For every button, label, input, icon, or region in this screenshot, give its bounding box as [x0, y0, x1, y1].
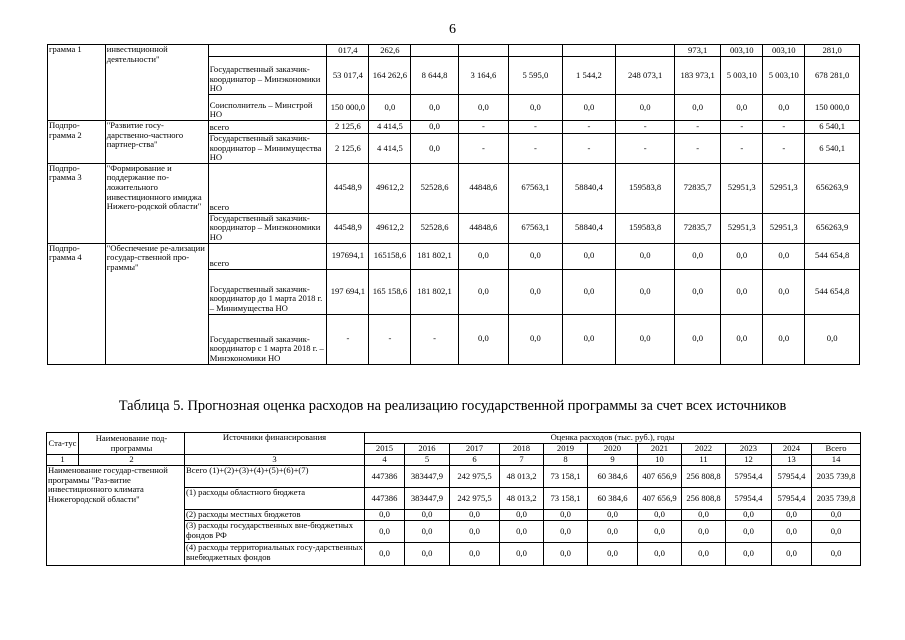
value-cell: 197694,1	[327, 243, 369, 269]
value-cell: 0,0	[411, 95, 458, 121]
subprogram-status: Подпро-грамма 4	[48, 243, 106, 364]
value-cell: 0,0	[721, 269, 763, 314]
value-cell: 0,0	[616, 314, 675, 364]
value-cell: 0,0	[450, 521, 500, 543]
funding-source: Государственный заказчик-координатор – Минэкономики НО	[208, 213, 327, 243]
value-cell: 544 654,8	[805, 243, 860, 269]
value-cell: 0,0	[675, 243, 721, 269]
year-header: 2020	[588, 444, 638, 455]
column-number: 8	[544, 455, 588, 466]
value-cell: 0,0	[675, 269, 721, 314]
subprogram-status: Подпро-грамма 2	[48, 121, 106, 164]
value-cell: 0,0	[682, 510, 726, 521]
table-row	[48, 163, 860, 213]
value-cell: 0,0	[458, 243, 508, 269]
value-cell: 0,0	[726, 543, 772, 566]
value-cell: 0,0	[450, 543, 500, 566]
value-cell	[458, 45, 508, 57]
value-cell: 0,0	[616, 243, 675, 269]
value-cell: 003,10	[721, 45, 763, 57]
year-header: 2021	[638, 444, 682, 455]
column-number: 5	[405, 455, 450, 466]
value-cell: 262,6	[369, 45, 411, 57]
year-header: 2024	[772, 444, 812, 455]
value-cell: 0,0	[616, 269, 675, 314]
value-cell: 003,10	[763, 45, 805, 57]
header-expense-estimate: Оценка расходов (тыс. руб.), годы	[365, 433, 861, 444]
value-cell: -	[327, 314, 369, 364]
value-cell: 48 013,2	[500, 488, 544, 510]
value-cell: 0,0	[638, 543, 682, 566]
value-cell: 53 017,4	[327, 57, 369, 95]
value-cell: 544 654,8	[805, 269, 860, 314]
value-cell	[562, 45, 616, 57]
value-cell: 0,0	[458, 95, 508, 121]
value-cell: 73 158,1	[544, 488, 588, 510]
value-cell: 0,0	[500, 543, 544, 566]
value-cell: 0,0	[405, 543, 450, 566]
value-cell: 0,0	[675, 314, 721, 364]
value-cell: 2035 739,8	[812, 488, 861, 510]
value-cell: 0,0	[763, 314, 805, 364]
column-number: 13	[772, 455, 812, 466]
subprogram-name: инвестиционной деятельности"	[105, 45, 208, 121]
year-header: 2017	[450, 444, 500, 455]
column-number: 7	[500, 455, 544, 466]
year-header: 2022	[682, 444, 726, 455]
subprogram-name: "Развитие госу-дарственно-частного партнер-ства"	[105, 121, 208, 164]
value-cell: -	[763, 121, 805, 134]
value-cell: 57954,4	[772, 488, 812, 510]
value-cell: 0,0	[812, 543, 861, 566]
header-funding-sources: Источники финансирования	[185, 433, 365, 455]
value-cell: 0,0	[365, 543, 405, 566]
value-cell: 58840,4	[562, 163, 616, 213]
value-cell: 0,0	[458, 314, 508, 364]
value-cell: 58840,4	[562, 213, 616, 243]
value-cell: 0,0	[763, 269, 805, 314]
funding-source: Государственный заказчик-координатор с 1 марта 2018 г. – Минэкономики НО	[208, 314, 327, 364]
funding-source: Всего (1)+(2)+(3)+(4)+(5)+(6)+(7)	[185, 466, 365, 488]
value-cell: 60 384,6	[588, 466, 638, 488]
value-cell: 52951,3	[721, 163, 763, 213]
value-cell: 164 262,6	[369, 57, 411, 95]
value-cell: 150 000,0	[327, 95, 369, 121]
value-cell: 0,0	[562, 243, 616, 269]
table5-caption: Таблица 5. Прогнозная оценка расходов на реализацию государственной программы за счет всех источников	[118, 398, 787, 414]
value-cell: 67563,1	[509, 213, 563, 243]
page-number: 6	[449, 22, 456, 37]
column-number: 9	[588, 455, 638, 466]
value-cell: 0,0	[365, 521, 405, 543]
value-cell: 6 540,1	[805, 134, 860, 164]
column-number: 4	[365, 455, 405, 466]
table-row	[48, 45, 860, 57]
value-cell: 017,4	[327, 45, 369, 57]
funding-source: (3) расходы государственных вне-бюджетных фондов РФ	[185, 521, 365, 543]
funding-source: Соисполнитель – Минстрой НО	[208, 95, 327, 121]
value-cell: 383447,9	[405, 488, 450, 510]
year-header: 2023	[726, 444, 772, 455]
value-cell: 0,0	[726, 521, 772, 543]
value-cell: 0,0	[721, 95, 763, 121]
value-cell: 0,0	[365, 510, 405, 521]
value-cell: -	[562, 134, 616, 164]
value-cell: 0,0	[405, 510, 450, 521]
value-cell: 0,0	[562, 314, 616, 364]
value-cell: 0,0	[405, 521, 450, 543]
value-cell: 2 125,6	[327, 121, 369, 134]
value-cell: 0,0	[588, 543, 638, 566]
value-cell: 0,0	[509, 243, 563, 269]
value-cell: 0,0	[763, 243, 805, 269]
value-cell: 73 158,1	[544, 466, 588, 488]
value-cell	[616, 45, 675, 57]
year-header: 2019	[544, 444, 588, 455]
value-cell: 447386	[365, 466, 405, 488]
value-cell: 0,0	[638, 510, 682, 521]
value-cell: 281,0	[805, 45, 860, 57]
value-cell: 0,0	[812, 510, 861, 521]
value-cell: 0,0	[509, 269, 563, 314]
value-cell: 159583,8	[616, 213, 675, 243]
value-cell: 44548,9	[327, 213, 369, 243]
funding-source: Государственный заказчик-координатор до 1 марта 2018 г. – Минимущества НО	[208, 269, 327, 314]
value-cell: -	[369, 314, 411, 364]
value-cell: 2035 739,8	[812, 466, 861, 488]
value-cell: 256 808,8	[682, 488, 726, 510]
value-cell: 407 656,9	[638, 466, 682, 488]
value-cell: 67563,1	[509, 163, 563, 213]
value-cell: 8 644,8	[411, 57, 458, 95]
funding-source: (2) расходы местных бюджетов	[185, 510, 365, 521]
value-cell: -	[458, 134, 508, 164]
value-cell: 242 975,5	[450, 488, 500, 510]
value-cell: 72835,7	[675, 213, 721, 243]
subprogram-status: грамма 1	[48, 45, 106, 121]
funding-source: всего	[208, 243, 327, 269]
value-cell: 0,0	[544, 543, 588, 566]
value-cell: 197 694,1	[327, 269, 369, 314]
value-cell: 0,0	[772, 510, 812, 521]
header-subprogram-name: Наименование под-программы	[79, 433, 185, 455]
value-cell: -	[616, 134, 675, 164]
value-cell: 60 384,6	[588, 488, 638, 510]
funding-source: Государственный заказчик-координатор – Минимущества НО	[208, 134, 327, 164]
value-cell: -	[458, 121, 508, 134]
value-cell: 0,0	[500, 510, 544, 521]
column-number: 14	[812, 455, 861, 466]
value-cell: 150 000,0	[805, 95, 860, 121]
value-cell: 0,0	[772, 543, 812, 566]
value-cell: 0,0	[544, 521, 588, 543]
value-cell: 165 158,6	[369, 269, 411, 314]
table-row	[47, 466, 861, 488]
program-name: Наименование государ-ственной программы "Раз-витие инвестиционного климата Нижегородской области"	[47, 466, 185, 566]
value-cell: -	[763, 134, 805, 164]
value-cell	[411, 45, 458, 57]
value-cell: 44548,9	[327, 163, 369, 213]
value-cell: 5 595,0	[509, 57, 563, 95]
value-cell: 49612,2	[369, 163, 411, 213]
value-cell: 0,0	[682, 543, 726, 566]
value-cell: 0,0	[450, 510, 500, 521]
value-cell: 52951,3	[763, 163, 805, 213]
value-cell: 0,0	[721, 314, 763, 364]
funding-source	[208, 45, 327, 57]
value-cell: -	[721, 134, 763, 164]
value-cell: 181 802,1	[411, 243, 458, 269]
value-cell: 6 540,1	[805, 121, 860, 134]
value-cell: 48 013,2	[500, 466, 544, 488]
value-cell: 0,0	[509, 314, 563, 364]
value-cell: 0,0	[562, 269, 616, 314]
column-number: 12	[726, 455, 772, 466]
value-cell: 383447,9	[405, 466, 450, 488]
value-cell: -	[616, 121, 675, 134]
value-cell: 0,0	[675, 95, 721, 121]
funding-source: (1) расходы областного бюджета	[185, 488, 365, 510]
table-row	[48, 121, 860, 134]
value-cell: 1 544,2	[562, 57, 616, 95]
value-cell: 0,0	[500, 521, 544, 543]
value-cell: 72835,7	[675, 163, 721, 213]
funding-source: всего	[208, 163, 327, 213]
table-row	[48, 243, 860, 269]
value-cell: 656263,9	[805, 213, 860, 243]
value-cell: 159583,8	[616, 163, 675, 213]
column-number: 3	[185, 455, 365, 466]
value-cell: 4 414,5	[369, 121, 411, 134]
value-cell: 44848,6	[458, 163, 508, 213]
value-cell: 183 973,1	[675, 57, 721, 95]
value-cell: 52951,3	[763, 213, 805, 243]
value-cell: 242 975,5	[450, 466, 500, 488]
value-cell: 0,0	[562, 95, 616, 121]
value-cell: 181 802,1	[411, 269, 458, 314]
value-cell: 0,0	[544, 510, 588, 521]
value-cell: 973,1	[675, 45, 721, 57]
column-number: 10	[638, 455, 682, 466]
funding-source: всего	[208, 121, 327, 134]
value-cell: 57954,4	[772, 466, 812, 488]
year-header: Всего	[812, 444, 861, 455]
subprogram-name: "Формирование и поддержание по-ложительного инвестиционного имиджа Нижего-родской области"	[105, 163, 208, 243]
value-cell: 0,0	[726, 510, 772, 521]
value-cell: 0,0	[588, 510, 638, 521]
value-cell: 0,0	[682, 521, 726, 543]
value-cell: 52951,3	[721, 213, 763, 243]
value-cell: 165158,6	[369, 243, 411, 269]
value-cell: 0,0	[369, 95, 411, 121]
year-header: 2016	[405, 444, 450, 455]
value-cell: -	[562, 121, 616, 134]
value-cell: 0,0	[638, 521, 682, 543]
value-cell: 44848,6	[458, 213, 508, 243]
value-cell: 0,0	[588, 521, 638, 543]
column-number: 1	[47, 455, 79, 466]
value-cell: -	[721, 121, 763, 134]
value-cell: 2 125,6	[327, 134, 369, 164]
funding-source: (4) расходы территориальных госу-дарственных внебюджетных фондов	[185, 543, 365, 566]
value-cell: 0,0	[721, 243, 763, 269]
value-cell: 0,0	[411, 121, 458, 134]
value-cell: 57954,4	[726, 466, 772, 488]
value-cell: 3 164,6	[458, 57, 508, 95]
value-cell: 0,0	[805, 314, 860, 364]
value-cell: 447386	[365, 488, 405, 510]
value-cell: 248 073,1	[616, 57, 675, 95]
value-cell: 407 656,9	[638, 488, 682, 510]
header-status: Ста-тус	[47, 433, 79, 455]
value-cell: 256 808,8	[682, 466, 726, 488]
value-cell: 0,0	[812, 521, 861, 543]
forecast-expenses-table	[46, 432, 861, 566]
value-cell: 678 281,0	[805, 57, 860, 95]
funding-source: Государственный заказчик-координатор – Минэкономики НО	[208, 57, 327, 95]
value-cell: 0,0	[509, 95, 563, 121]
value-cell: -	[675, 121, 721, 134]
column-number: 2	[79, 455, 185, 466]
value-cell: -	[509, 121, 563, 134]
value-cell: 5 003,10	[763, 57, 805, 95]
value-cell: 49612,2	[369, 213, 411, 243]
column-number: 11	[682, 455, 726, 466]
value-cell: -	[509, 134, 563, 164]
value-cell: 0,0	[616, 95, 675, 121]
value-cell: 656263,9	[805, 163, 860, 213]
value-cell: -	[675, 134, 721, 164]
value-cell: 52528,6	[411, 163, 458, 213]
column-number: 6	[450, 455, 500, 466]
year-header: 2015	[365, 444, 405, 455]
value-cell: 52528,6	[411, 213, 458, 243]
value-cell: 0,0	[458, 269, 508, 314]
value-cell: 0,0	[772, 521, 812, 543]
value-cell: -	[411, 314, 458, 364]
year-header: 2018	[500, 444, 544, 455]
subprogram-name: "Обеспечение ре-ализации государ-ственной про-граммы"	[105, 243, 208, 364]
value-cell: 4 414,5	[369, 134, 411, 164]
subprogram-funding-table	[47, 44, 860, 365]
value-cell: 0,0	[411, 134, 458, 164]
value-cell: 5 003,10	[721, 57, 763, 95]
subprogram-status: Подпро-грамма 3	[48, 163, 106, 243]
value-cell: 0,0	[763, 95, 805, 121]
value-cell: 57954,4	[726, 488, 772, 510]
value-cell	[509, 45, 563, 57]
